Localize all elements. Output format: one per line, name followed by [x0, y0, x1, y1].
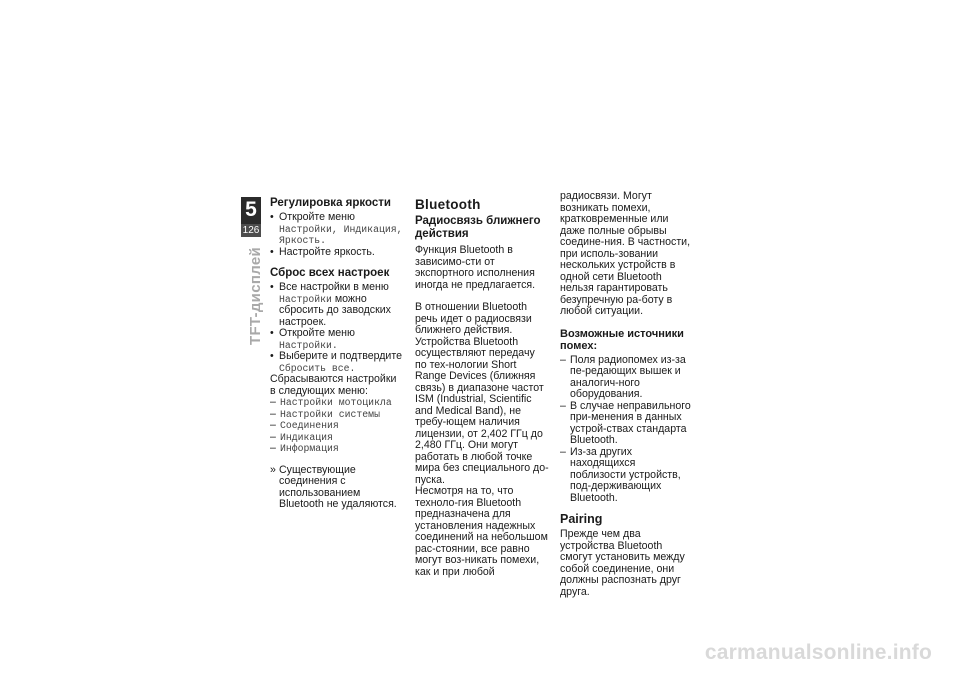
list-item: – Поля радиопомех из-за пе-редающих вышек и аналогич-ного оборудования.: [560, 353, 686, 400]
menu-path: Сбросить все.: [279, 362, 356, 374]
list-item: • Откройте меню Настройки, Индикация, Яркость.: [270, 211, 403, 246]
list-item: • Выберите и подтвердите: [270, 350, 402, 362]
column-2: [415, 197, 549, 578]
paragraph: Функция Bluetooth в зависимо-сти от экспортного исполнения иногда не предлагается.: [415, 244, 536, 291]
menu-list-item: – Соединения: [270, 419, 339, 431]
paragraph: Несмотря на то, что техноло-гия Bluetooth предназначена для установления надежных соединений на небольшом рас-стоянии, все равно могут воз-никать помехи, как и при любой: [415, 485, 548, 578]
heading-pairing: Pairing: [560, 512, 603, 526]
page-number: 126: [242, 225, 260, 236]
list-item: – Из-за других находящихся поблизости устройств, под-держивающих Bluetooth.: [560, 445, 681, 504]
paragraph: В отношении Bluetooth речь идет о радиосвязи ближнего действия. Устройства Bluetooth осуществляют передачу по тех-нологии Short Range Devices (ближняя связь) в диапазоне частот ISM (Industrial, Scientific and Medical Band), не требу-ющем наличия лицензии, от 2,402 ГГц до 2,480 ГГц. Они могут работать в любой точке мира без специального до-пуска.: [415, 301, 549, 486]
column-3: [560, 191, 694, 598]
result-item: » Существующие соединения с использованием Bluetooth не удаляются.: [270, 463, 397, 510]
menu-list-item: – Настройки мотоцикла: [270, 396, 392, 408]
heading-interference-sources: Возможные источники помех:: [560, 327, 684, 352]
list-item: – В случае неправильного при-менения в данных устрой-ствах стандарта Bluetooth.: [560, 399, 691, 446]
menu-list-item: – Информация: [270, 442, 339, 454]
heading-bluetooth: Bluetooth: [415, 197, 481, 212]
menu-list-item: – Настройки системы: [270, 407, 380, 420]
menu-list-item: – Индикация: [270, 430, 333, 443]
list-item: • Все настройки в меню Настройки можно сбросить до заводских настроек.: [270, 281, 391, 328]
paragraph: Прежде чем два устройства Bluetooth смогут установить между собой соединение, они должны распознать друг друга.: [560, 528, 685, 598]
heading-brightness: Регулировка яркости: [270, 197, 391, 209]
column-1: [270, 197, 404, 511]
list-item: • Настройте яркость.: [270, 245, 375, 258]
reset-intro: Сбрасываются настройки в следующих меню:: [270, 373, 397, 397]
chapter-number: 5: [245, 198, 257, 221]
paragraph: радиосвязи. Могут возникать помехи, кратковременные или даже полные обрывы соедине-ния. В частности, при исполь-зовании нескольких устройств в одной сети Bluetooth нельзя гарантировать безупречную ра-боту в любой ситуации.: [560, 190, 691, 317]
chapter-side-label: TFT-дисплей: [247, 247, 264, 345]
list-item: • Откройте меню Настройки.: [270, 327, 355, 351]
menu-path: Настройки, Индикация, Яркость.: [279, 223, 403, 246]
heading-short-range: Радиосвязь ближнего действия: [415, 215, 541, 240]
watermark: carmanualsonline.info: [704, 641, 932, 664]
heading-reset: Сброс всех настроек: [270, 267, 390, 279]
